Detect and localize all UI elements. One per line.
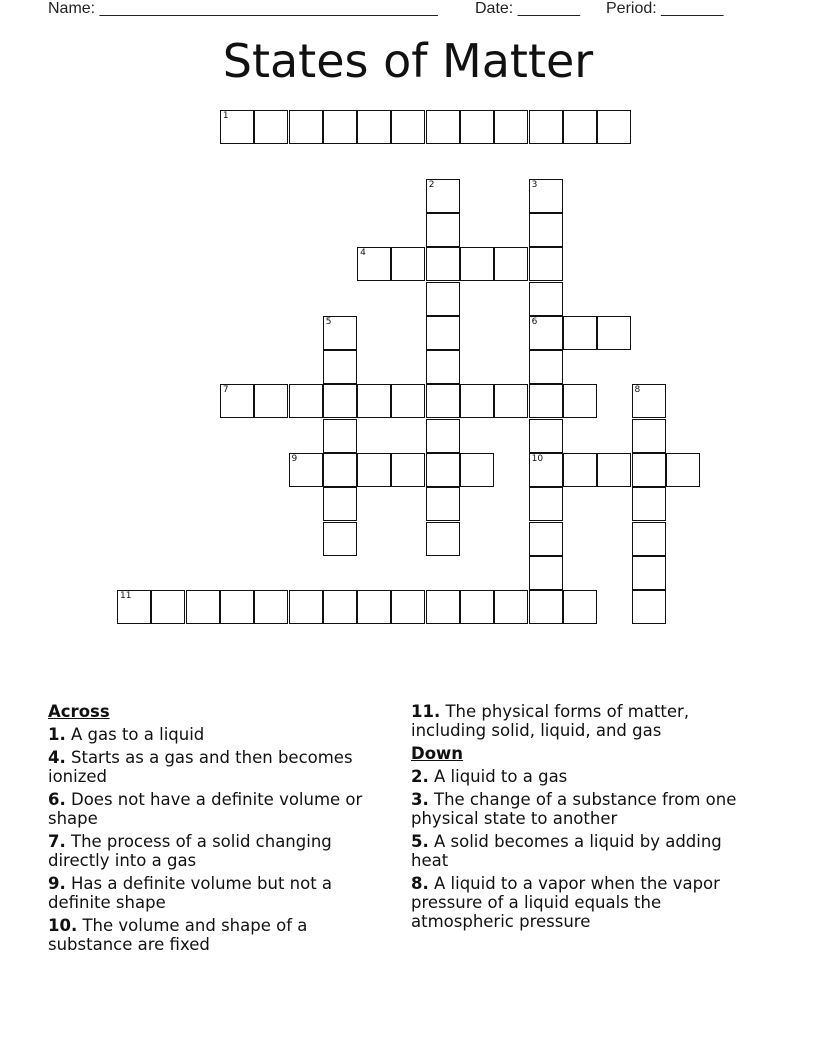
period-field-label: Period: _______ xyxy=(606,0,724,17)
crossword-cell[interactable] xyxy=(357,110,391,144)
crossword-cell[interactable] xyxy=(563,384,597,418)
crossword-cell[interactable] xyxy=(426,350,460,384)
crossword-cell[interactable] xyxy=(426,453,460,487)
crossword-cell[interactable] xyxy=(597,110,631,144)
across-clue: 11. The physical forms of matter, including solid, liquid, and gas xyxy=(411,702,690,740)
crossword-cell[interactable] xyxy=(632,487,666,521)
crossword-cell[interactable] xyxy=(323,522,357,556)
across-clue: 6. Does not have a definite volume or shape xyxy=(48,790,363,828)
crossword-cell[interactable] xyxy=(563,110,597,144)
crossword-cell[interactable] xyxy=(529,590,563,624)
crossword-cell[interactable] xyxy=(254,110,288,144)
crossword-cell[interactable] xyxy=(391,110,425,144)
crossword-cell[interactable] xyxy=(357,590,391,624)
crossword-cell[interactable] xyxy=(426,590,460,624)
across-clue: 7. The process of a solid changing directly into a gas xyxy=(48,832,332,870)
clues-column-left xyxy=(48,702,393,958)
crossword-cell[interactable] xyxy=(151,590,185,624)
crossword-cell[interactable] xyxy=(529,453,563,487)
crossword-cell[interactable] xyxy=(529,350,563,384)
crossword-cell[interactable] xyxy=(323,590,357,624)
crossword-cell[interactable] xyxy=(563,316,597,350)
crossword-cell[interactable] xyxy=(529,384,563,418)
crossword-cell[interactable] xyxy=(289,453,323,487)
crossword-cell[interactable] xyxy=(632,453,666,487)
across-clue: 10. The volume and shape of a substance are fixed xyxy=(48,916,308,954)
crossword-cell[interactable] xyxy=(529,282,563,316)
crossword-cell[interactable] xyxy=(426,384,460,418)
crossword-cell[interactable] xyxy=(254,384,288,418)
crossword-cell[interactable] xyxy=(632,384,666,418)
crossword-cell[interactable] xyxy=(426,247,460,281)
clue-number: 8 xyxy=(634,385,641,396)
crossword-cell[interactable] xyxy=(460,453,494,487)
crossword-cell[interactable] xyxy=(494,590,528,624)
clue-number: 4 xyxy=(360,248,366,259)
crossword-cell[interactable] xyxy=(391,453,425,487)
crossword-cell[interactable] xyxy=(460,384,494,418)
across-heading: Across xyxy=(48,702,110,721)
crossword-cell[interactable] xyxy=(494,110,528,144)
crossword-cell[interactable] xyxy=(529,247,563,281)
clue-number: 7 xyxy=(222,385,229,396)
down-heading: Down xyxy=(411,744,464,763)
crossword-cell[interactable] xyxy=(323,487,357,521)
crossword-cell[interactable] xyxy=(632,556,666,590)
crossword-cell[interactable] xyxy=(323,316,357,350)
date-field-label: Date: _______ xyxy=(475,0,580,17)
crossword-cell[interactable] xyxy=(426,316,460,350)
crossword-cell[interactable] xyxy=(357,453,391,487)
across-clue: 9. Has a definite volume but not a definite shape xyxy=(48,874,333,912)
clue-number: 9 xyxy=(291,454,298,464)
crossword-cell[interactable] xyxy=(117,590,151,624)
crossword-cell[interactable] xyxy=(426,110,460,144)
crossword-cell[interactable] xyxy=(391,590,425,624)
crossword-cell[interactable] xyxy=(323,350,357,384)
crossword-cell[interactable] xyxy=(597,453,631,487)
crossword-cell[interactable] xyxy=(529,179,563,213)
crossword-cell[interactable] xyxy=(460,247,494,281)
clue-number: 5 xyxy=(325,316,332,327)
clues-column-right xyxy=(411,702,756,935)
crossword-cell[interactable] xyxy=(426,179,460,213)
crossword-cell[interactable] xyxy=(254,590,288,624)
clue-number: 2 xyxy=(428,179,435,190)
crossword-cell[interactable] xyxy=(323,384,357,418)
crossword-cell[interactable] xyxy=(666,453,700,487)
crossword-cell[interactable] xyxy=(391,384,425,418)
crossword-cell[interactable] xyxy=(220,110,254,144)
crossword-cell[interactable] xyxy=(563,590,597,624)
crossword-cell[interactable] xyxy=(357,247,391,281)
crossword-cell[interactable] xyxy=(529,316,563,350)
clue-number: 6 xyxy=(531,316,538,327)
crossword-cell[interactable] xyxy=(220,384,254,418)
crossword-cell[interactable] xyxy=(426,213,460,247)
crossword-cell[interactable] xyxy=(529,487,563,521)
crossword-cell[interactable] xyxy=(597,316,631,350)
crossword-cell[interactable] xyxy=(289,384,323,418)
down-clue: 2. A liquid to a gas xyxy=(411,767,568,786)
crossword-cell[interactable] xyxy=(391,247,425,281)
crossword-cell[interactable] xyxy=(220,590,254,624)
crossword-cell[interactable] xyxy=(632,590,666,624)
crossword-cell[interactable] xyxy=(323,453,357,487)
clue-number: 11 xyxy=(120,591,132,602)
crossword-cell[interactable] xyxy=(460,590,494,624)
crossword-cell[interactable] xyxy=(323,110,357,144)
crossword-cell[interactable] xyxy=(529,110,563,144)
crossword-cell[interactable] xyxy=(289,590,323,624)
across-clue: 1. A gas to a liquid xyxy=(48,725,205,744)
crossword-cell[interactable] xyxy=(186,590,220,624)
crossword-cell[interactable] xyxy=(529,556,563,590)
crossword-cell[interactable] xyxy=(460,110,494,144)
down-clue: 3. The change of a substance from one physical state to another xyxy=(411,790,737,828)
crossword-cell[interactable] xyxy=(494,247,528,281)
crossword-cell[interactable] xyxy=(529,213,563,247)
crossword-cell[interactable] xyxy=(357,384,391,418)
clue-number: 10 xyxy=(531,454,544,464)
crossword-cell[interactable] xyxy=(632,522,666,556)
crossword-cell[interactable] xyxy=(426,487,460,521)
clue-number: 3 xyxy=(531,179,538,190)
page-title: States of Matter xyxy=(222,34,594,88)
crossword-cell[interactable] xyxy=(494,384,528,418)
crossword-cell[interactable] xyxy=(323,419,357,453)
crossword-cell[interactable] xyxy=(426,419,460,453)
down-clue: 8. A liquid to a vapor when the vapor pressure of a liquid equals the atmospheric pressure xyxy=(411,874,720,931)
crossword-cell[interactable] xyxy=(632,419,666,453)
crossword-cell[interactable] xyxy=(529,522,563,556)
crossword-cell[interactable] xyxy=(529,419,563,453)
crossword-cell[interactable] xyxy=(563,453,597,487)
crossword-cell[interactable] xyxy=(289,110,323,144)
crossword-cell[interactable] xyxy=(426,522,460,556)
across-clue: 4. Starts as a gas and then becomes ionized xyxy=(48,748,353,786)
down-clue: 5. A solid becomes a liquid by adding heat xyxy=(411,832,722,870)
clue-number: 1 xyxy=(222,111,229,121)
crossword-cell[interactable] xyxy=(426,282,460,316)
name-field-label: Name: ______________________________________ xyxy=(48,0,438,17)
